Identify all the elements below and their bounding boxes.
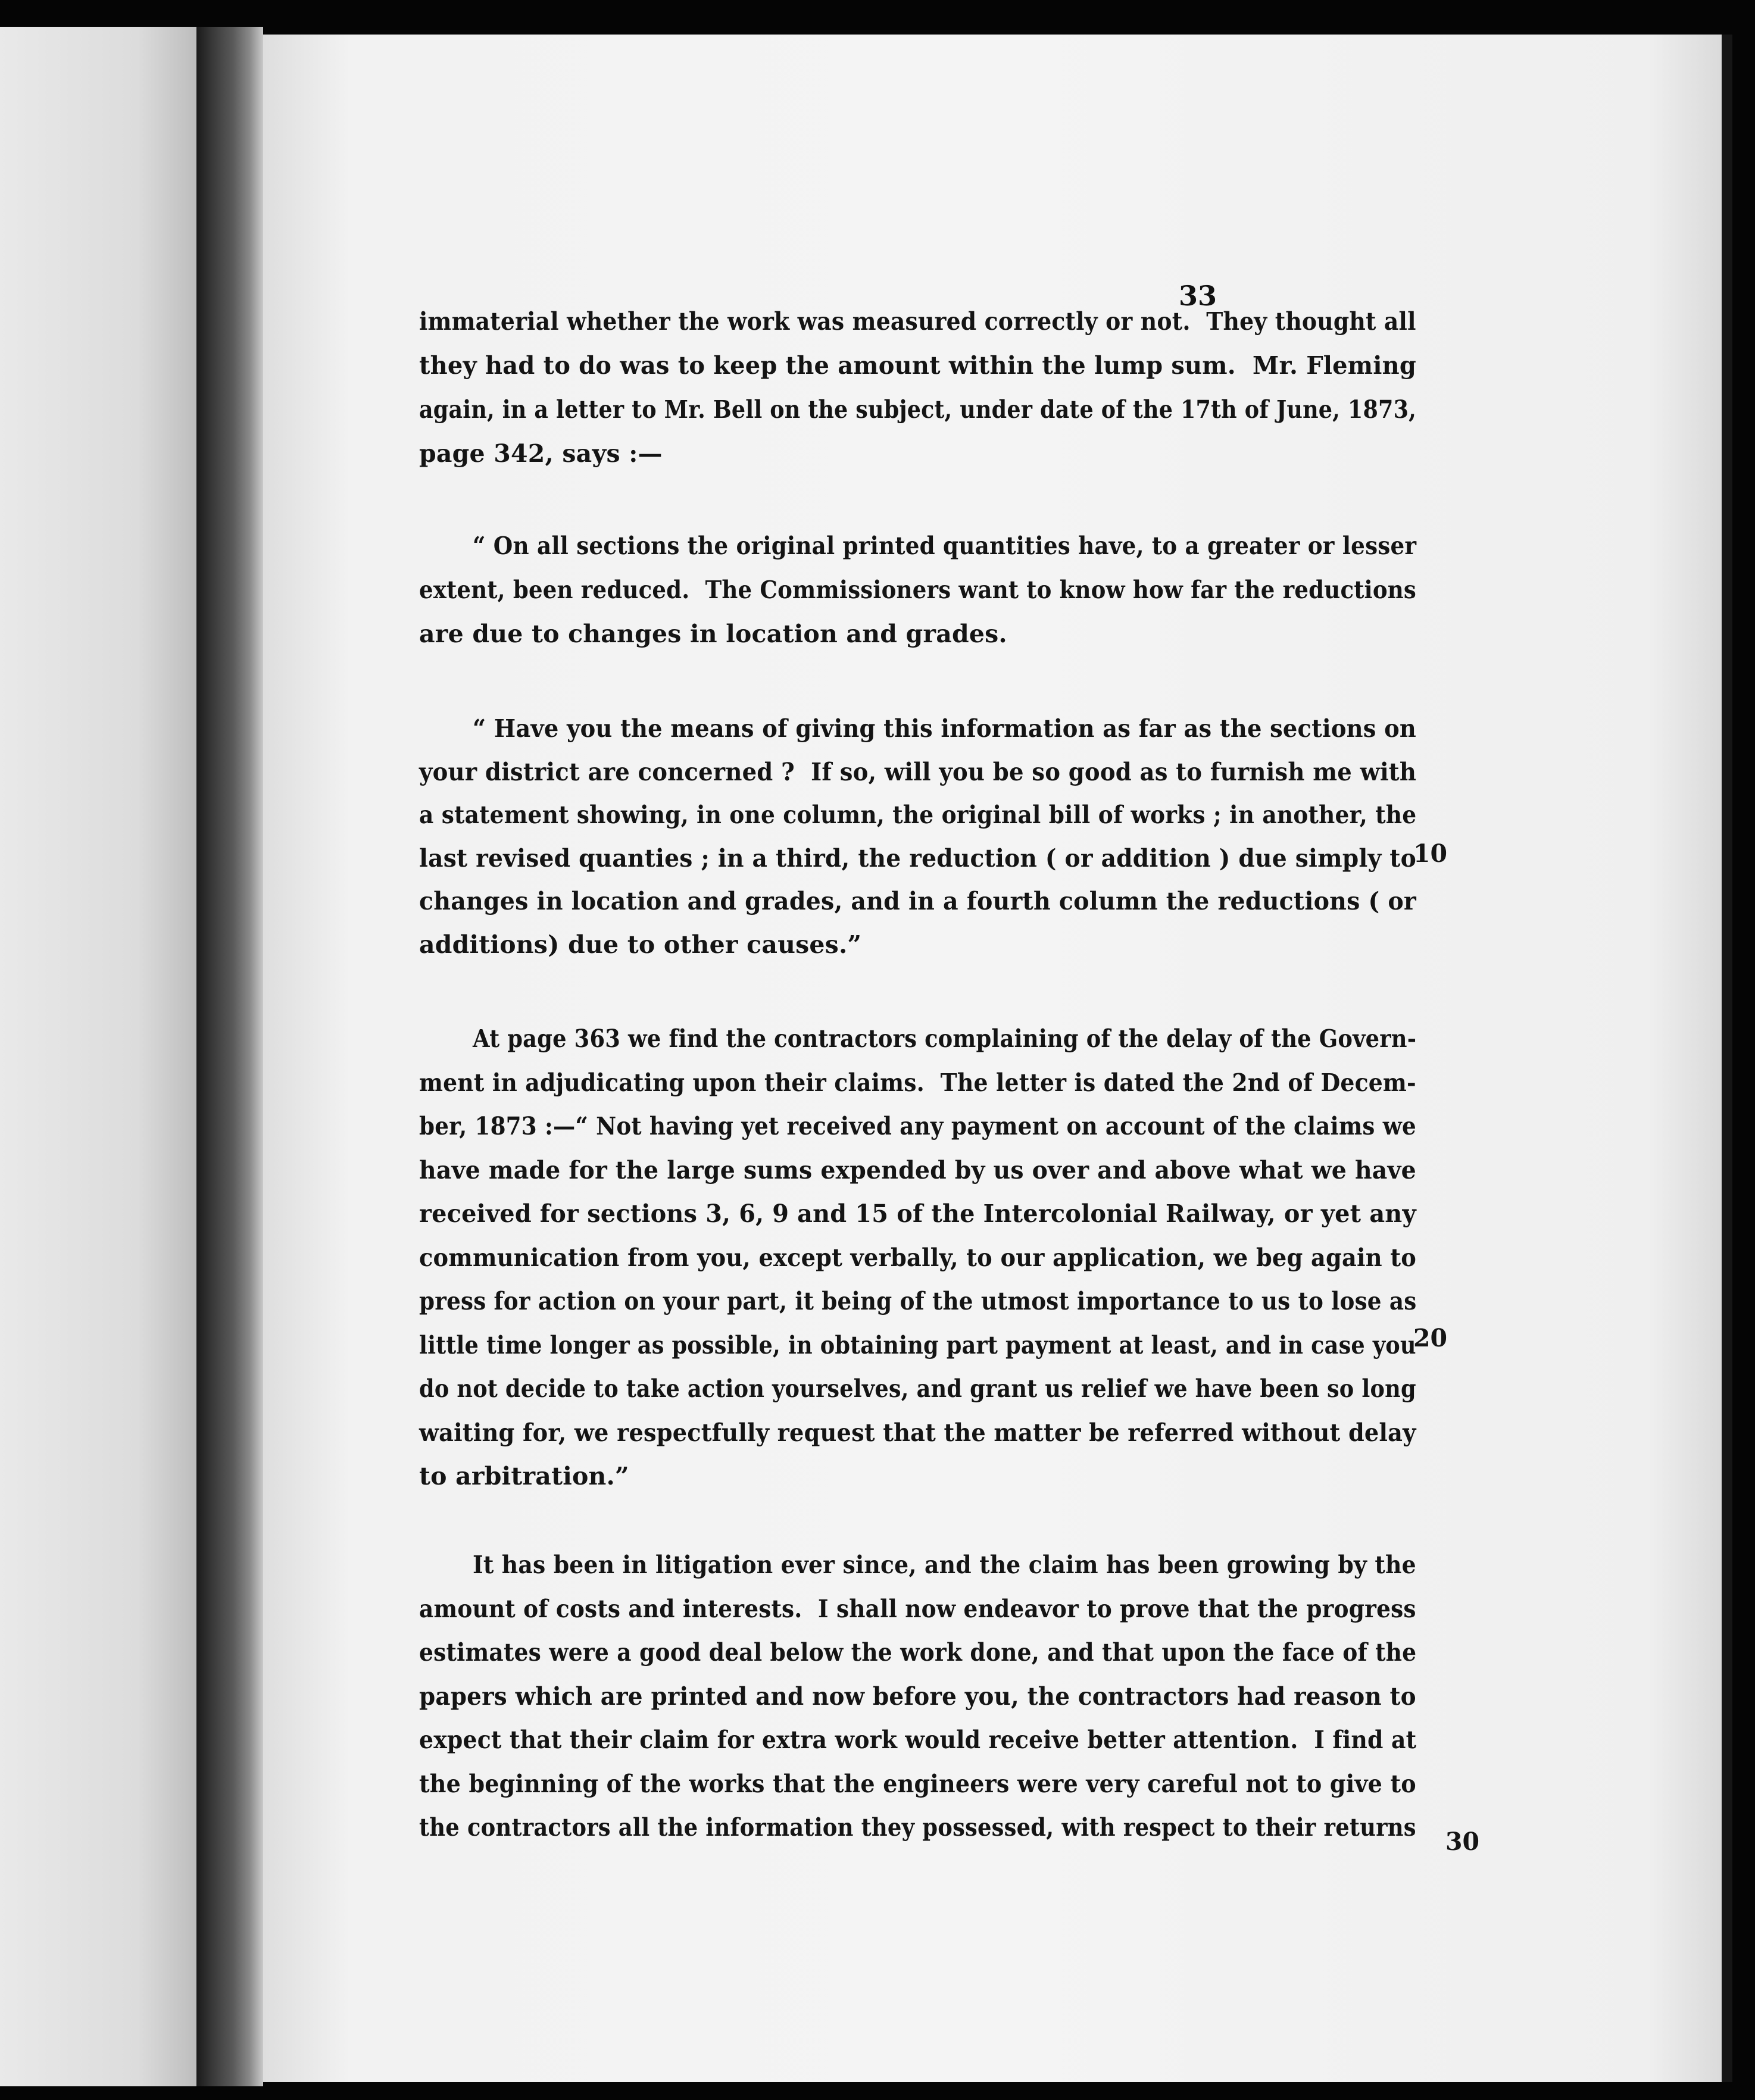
facing-page-edge (0, 27, 196, 2086)
text-line: “ On all sections the original printed quantities have, to a greater or lesser (473, 532, 1417, 560)
text-line: press for action on your part, it being of the utmost importance to us to lose as (419, 1287, 1417, 1315)
text-line: they had to do was to keep the amount within the lump sum. Mr. Fleming (419, 351, 1416, 380)
text-line: ment in adjudicating upon their claims. The letter is dated the 2nd of Decem- (419, 1068, 1416, 1097)
text-line: little time longer as possible, in obtaining part payment at least, and in case you (419, 1330, 1416, 1360)
text-line: papers which are printed and now before you, the contractors had reason to (419, 1682, 1416, 1711)
text-line: immaterial whether the work was measured correctly or not. They thought all (419, 307, 1416, 336)
page-number: 33 (1178, 280, 1217, 312)
text-line: “ Have you the means of giving this information as far as the sections on (473, 714, 1417, 743)
text-line: additions) due to other causes.” (419, 930, 862, 959)
text-line: amount of costs and interests. I shall now endeavor to prove that the progress (419, 1594, 1416, 1623)
text-line: the contractors all the information they possessed, with respect to their returns (419, 1813, 1416, 1842)
text-line: the beginning of the works that the engineers were very careful not to give to (419, 1769, 1416, 1798)
document-page (263, 35, 1722, 2082)
text-line: waiting for, we respectfully request that the matter be referred without delay (419, 1418, 1416, 1447)
text-line: ber, 1873 :—“ Not having yet received any payment on account of the claims we (419, 1112, 1416, 1140)
text-line: extent, been reduced. The Commissioners want to know how far the reductions (419, 576, 1416, 604)
text-line: to arbitration.” (419, 1462, 629, 1490)
text-line: again, in a letter to Mr. Bell on the subject, under date of the 17th of June, 1873, (419, 395, 1417, 424)
book-gutter (196, 27, 263, 2086)
text-line: your district are concerned ? If so, will you be so good as to furnish me with (419, 757, 1417, 786)
text-line: page 342, says :— (419, 439, 663, 468)
margin-line-number: 20 (1413, 1324, 1448, 1352)
text-line: are due to changes in location and grades. (419, 620, 1007, 648)
text-line: do not decide to take action yourselves, and grant us relief we have been so long (419, 1374, 1416, 1403)
page-right-border (1722, 35, 1732, 2082)
page-text (419, 35, 1717, 2082)
text-line: communication from you, except verbally, to our application, we beg again to (419, 1243, 1416, 1272)
text-line: It has been in litigation ever since, and the claim has been growing by the (473, 1551, 1416, 1579)
text-line: expect that their claim for extra work would receive better attention. I find at (419, 1726, 1417, 1754)
text-line: a statement showing, in one column, the original bill of works ; in another, the (419, 801, 1417, 829)
text-line: estimates were a good deal below the work done, and that upon the face of the (419, 1638, 1417, 1667)
text-line: At page 363 we find the contractors complaining of the delay of the Govern- (473, 1024, 1417, 1053)
text-line: changes in location and grades, and in a fourth column the reductions ( or (419, 887, 1416, 915)
margin-line-number: 10 (1413, 839, 1448, 868)
margin-line-number: 30 (1445, 1827, 1480, 1856)
text-line: have made for the large sums expended by us over and above what we have (419, 1155, 1416, 1185)
text-line: received for sections 3, 6, 9 and 15 of the Intercolonial Railway, or yet any (419, 1199, 1416, 1228)
text-line: last revised quanties ; in a third, the reduction ( or addition ) due simply to (419, 843, 1416, 873)
